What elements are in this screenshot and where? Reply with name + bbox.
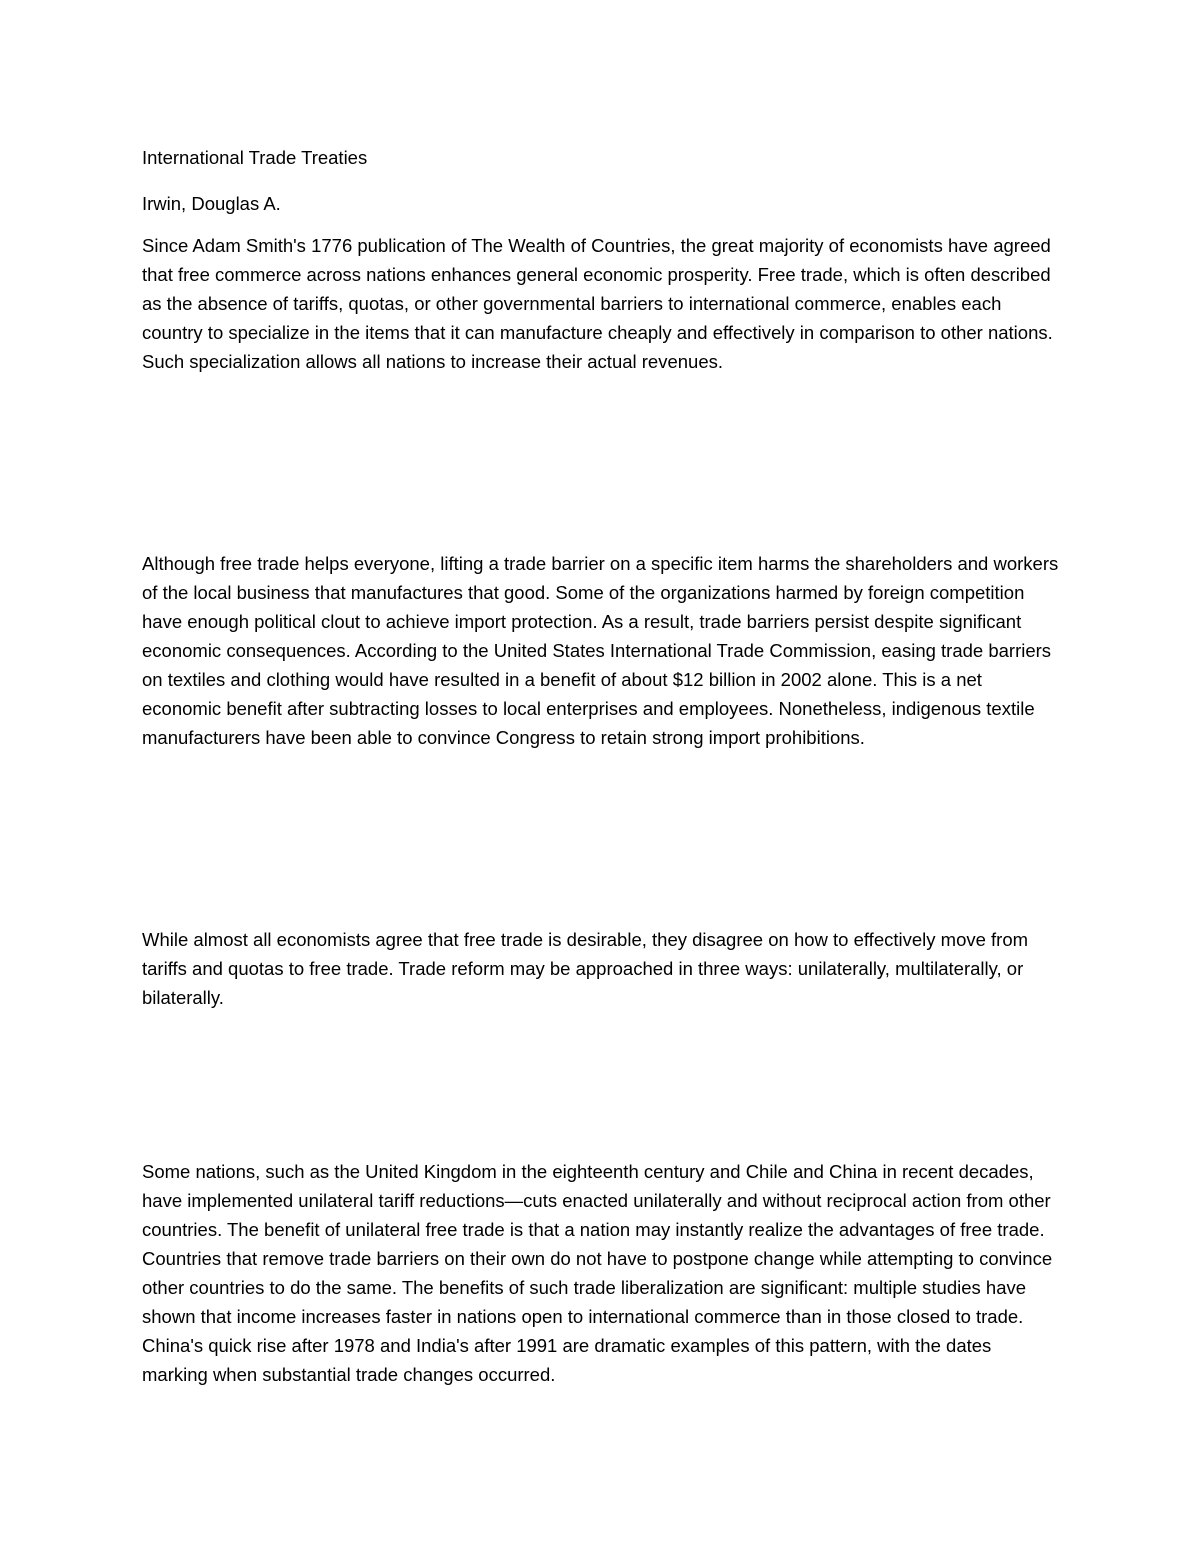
paragraph-3-text: While almost all economists agree that free trade is desirable, they disagree on how to effectively move from tariffs and quotas to free trade. Trade reform may be approached in three ways: unilaterally, multilaterally, or bilaterally. — [142, 929, 1029, 1008]
paragraph-3 — [142, 925, 1062, 1012]
document-author-text: Irwin, Douglas A. — [142, 193, 281, 214]
document-title-text: International Trade Treaties — [142, 147, 368, 168]
document-title — [142, 143, 1062, 172]
paragraph-2-text: Although free trade helps everyone, lifting a trade barrier on a specific item harms the shareholders and workers of the local business that manufactures that good. Some of the organizations harmed by foreign competition have enough political clout to achieve import protection. As a result, trade barriers persist despite significant economic consequences. According to the United States International Trade Commission, easing trade barriers on textiles and clothing would have resulted in a benefit of about $12 billion in 2002 alone. This is a net economic benefit after subtracting losses to local enterprises and employees. Nonetheless, indigenous textile manufacturers have been able to convince Congress to retain strong import prohibitions. — [142, 553, 1059, 748]
paragraph-1 — [142, 231, 1062, 376]
paragraph-4-text: Some nations, such as the United Kingdom in the eighteenth century and Chile and China in recent decades, have implemented unilateral tariff reductions—cuts enacted unilaterally and without reciprocal action from other countries. The benefit of unilateral free trade is that a nation may instantly realize the advantages of free trade. Countries that remove trade barriers on their own do not have to postpone change while attempting to convince other countries to do the same. The benefits of such trade liberalization are significant: multiple studies have shown that income increases faster in nations open to international commerce than in those closed to trade. China's quick rise after 1978 and India's after 1991 are dramatic examples of this pattern, with the dates marking when substantial trade changes occurred. — [142, 1161, 1053, 1385]
document-author — [142, 189, 1062, 218]
paragraph-1-text: Since Adam Smith's 1776 publication of The Wealth of Countries, the great majority of economists have agreed that free commerce across nations enhances general economic prosperity. Free trade, which is often described as the absence of tariffs, quotas, or other governmental barriers to international commerce, enables each country to specialize in the items that it can manufacture cheaply and effectively in comparison to other nations. Such specialization allows all nations to increase their actual revenues. — [142, 235, 1053, 372]
paragraph-4 — [142, 1157, 1062, 1389]
paragraph-2 — [142, 549, 1062, 752]
